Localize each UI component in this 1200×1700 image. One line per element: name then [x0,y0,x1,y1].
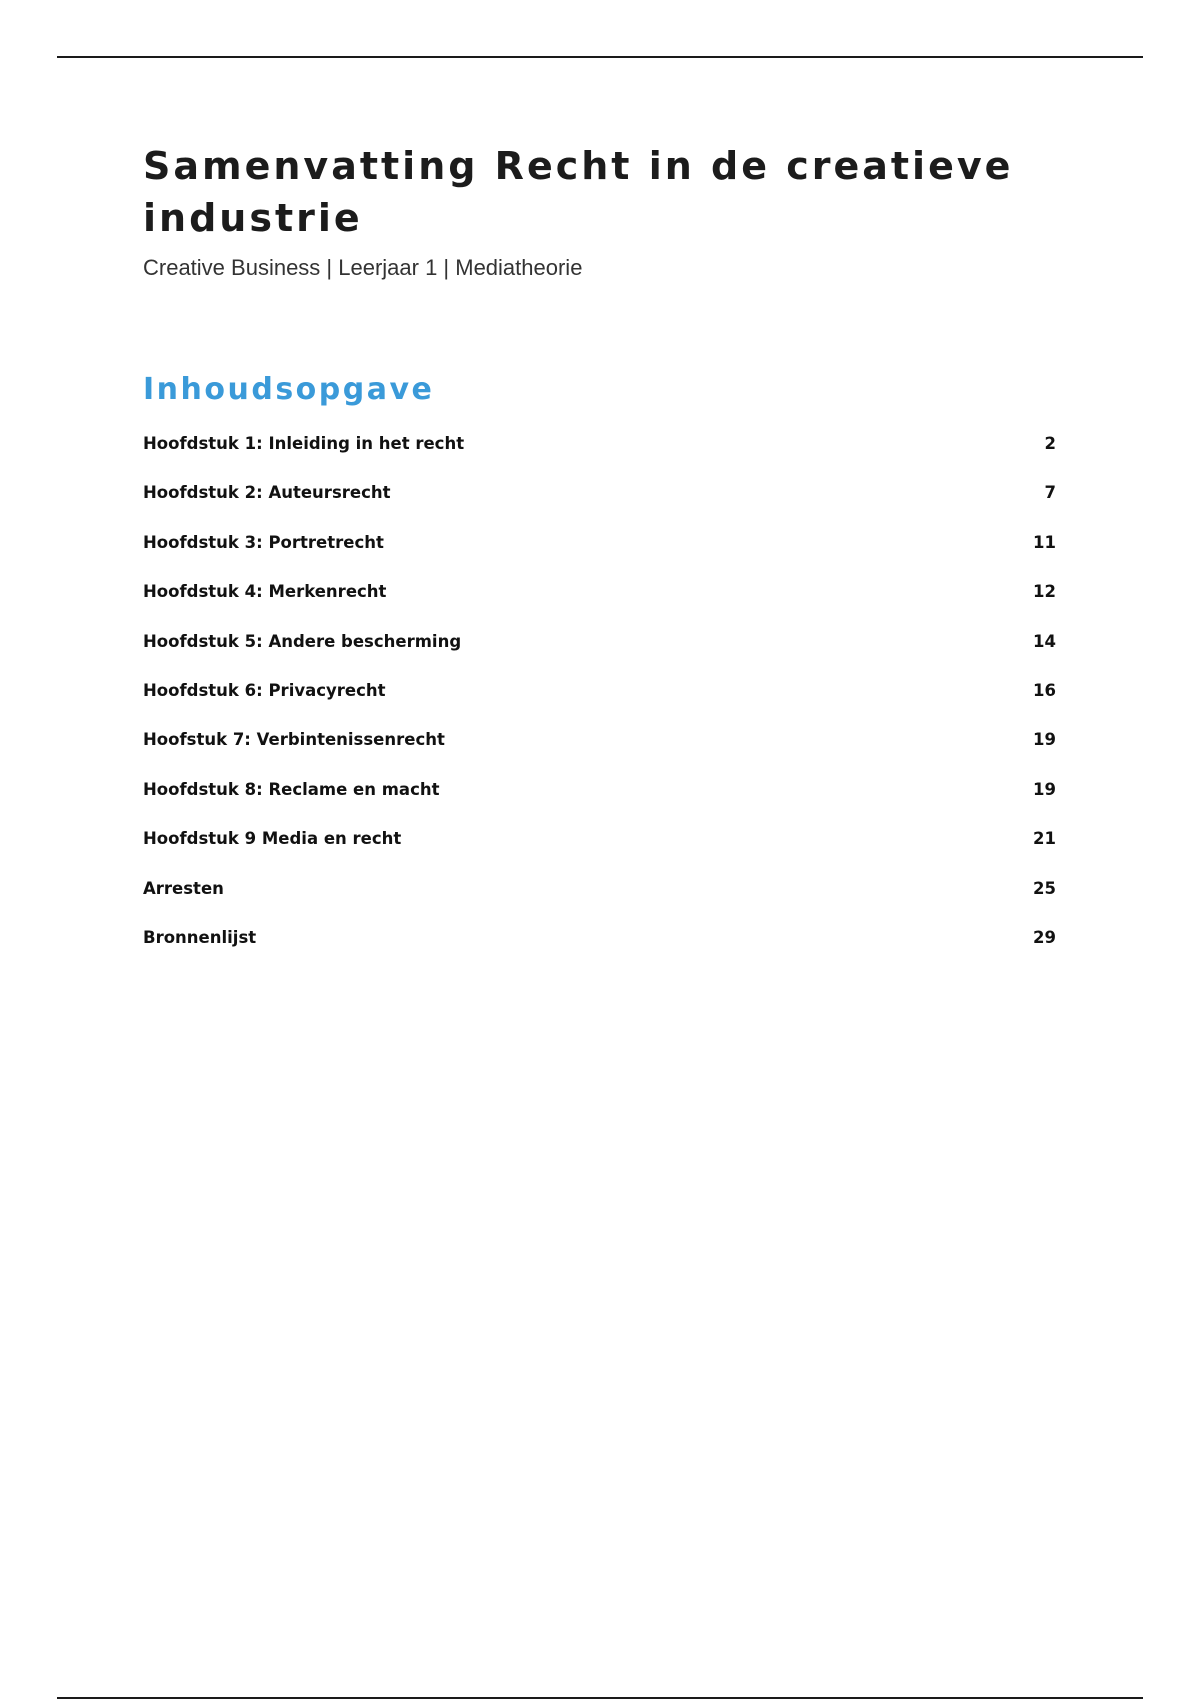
toc-entry-page: 12 [1033,582,1056,602]
toc-entry-page: 25 [1033,878,1056,898]
toc-entry-hoofdstuk-3[interactable] [143,533,1056,582]
toc-entry-page: 14 [1033,631,1056,651]
toc-entry-label: Hoofdstuk 8: Reclame en macht [143,779,440,799]
toc-entry-hoofdstuk-9[interactable] [143,829,1056,878]
toc-heading: Inhoudsopgave [143,372,435,407]
toc-entry-label: Hoofdstuk 5: Andere bescherming [143,631,462,651]
toc-entry-page: 11 [1033,532,1056,552]
toc-entry-label: Hoofdstuk 1: Inleiding in het recht [143,434,465,453]
table-of-contents [143,434,1056,977]
toc-entry-hoofdstuk-7[interactable] [143,730,1056,779]
toc-entry-label: Hoofdstuk 3: Portretrecht [143,532,384,552]
toc-entry-page: 19 [1033,730,1056,750]
toc-entry-page: 29 [1033,927,1056,947]
toc-entry-page: 2 [1044,434,1056,453]
footer-divider [57,1697,1143,1699]
toc-entry-label: Hoofstuk 7: Verbintenissenrecht [143,730,445,750]
header-divider [57,56,1143,58]
toc-entry-page: 19 [1033,779,1056,799]
toc-entry-page: 21 [1033,829,1056,849]
toc-entry-hoofdstuk-6[interactable] [143,681,1056,730]
document-subtitle: Creative Business | Leerjaar 1 | Mediatheorie [143,255,583,280]
toc-entry-page: 16 [1033,680,1056,700]
toc-entry-hoofdstuk-2[interactable] [143,483,1056,532]
toc-entry-label: Hoofdstuk 9 Media en recht [143,829,402,849]
toc-entry-label: Hoofdstuk 4: Merkenrecht [143,582,387,602]
document-title: Samenvatting Recht in de creatieve industrie [143,144,1014,240]
toc-entry-hoofdstuk-4[interactable] [143,582,1056,631]
toc-entry-label: Arresten [143,878,224,898]
toc-entry-hoofdstuk-5[interactable] [143,632,1056,681]
toc-entry-arresten[interactable] [143,879,1056,928]
toc-entry-hoofdstuk-8[interactable] [143,780,1056,829]
toc-entry-page: 7 [1044,483,1056,503]
toc-entry-label: Hoofdstuk 2: Auteursrecht [143,483,391,503]
toc-entry-label: Bronnenlijst [143,927,257,947]
toc-entry-bronnenlijst[interactable] [143,928,1056,977]
toc-entry-label: Hoofdstuk 6: Privacyrecht [143,680,386,700]
toc-entry-hoofdstuk-1[interactable] [143,434,1056,483]
